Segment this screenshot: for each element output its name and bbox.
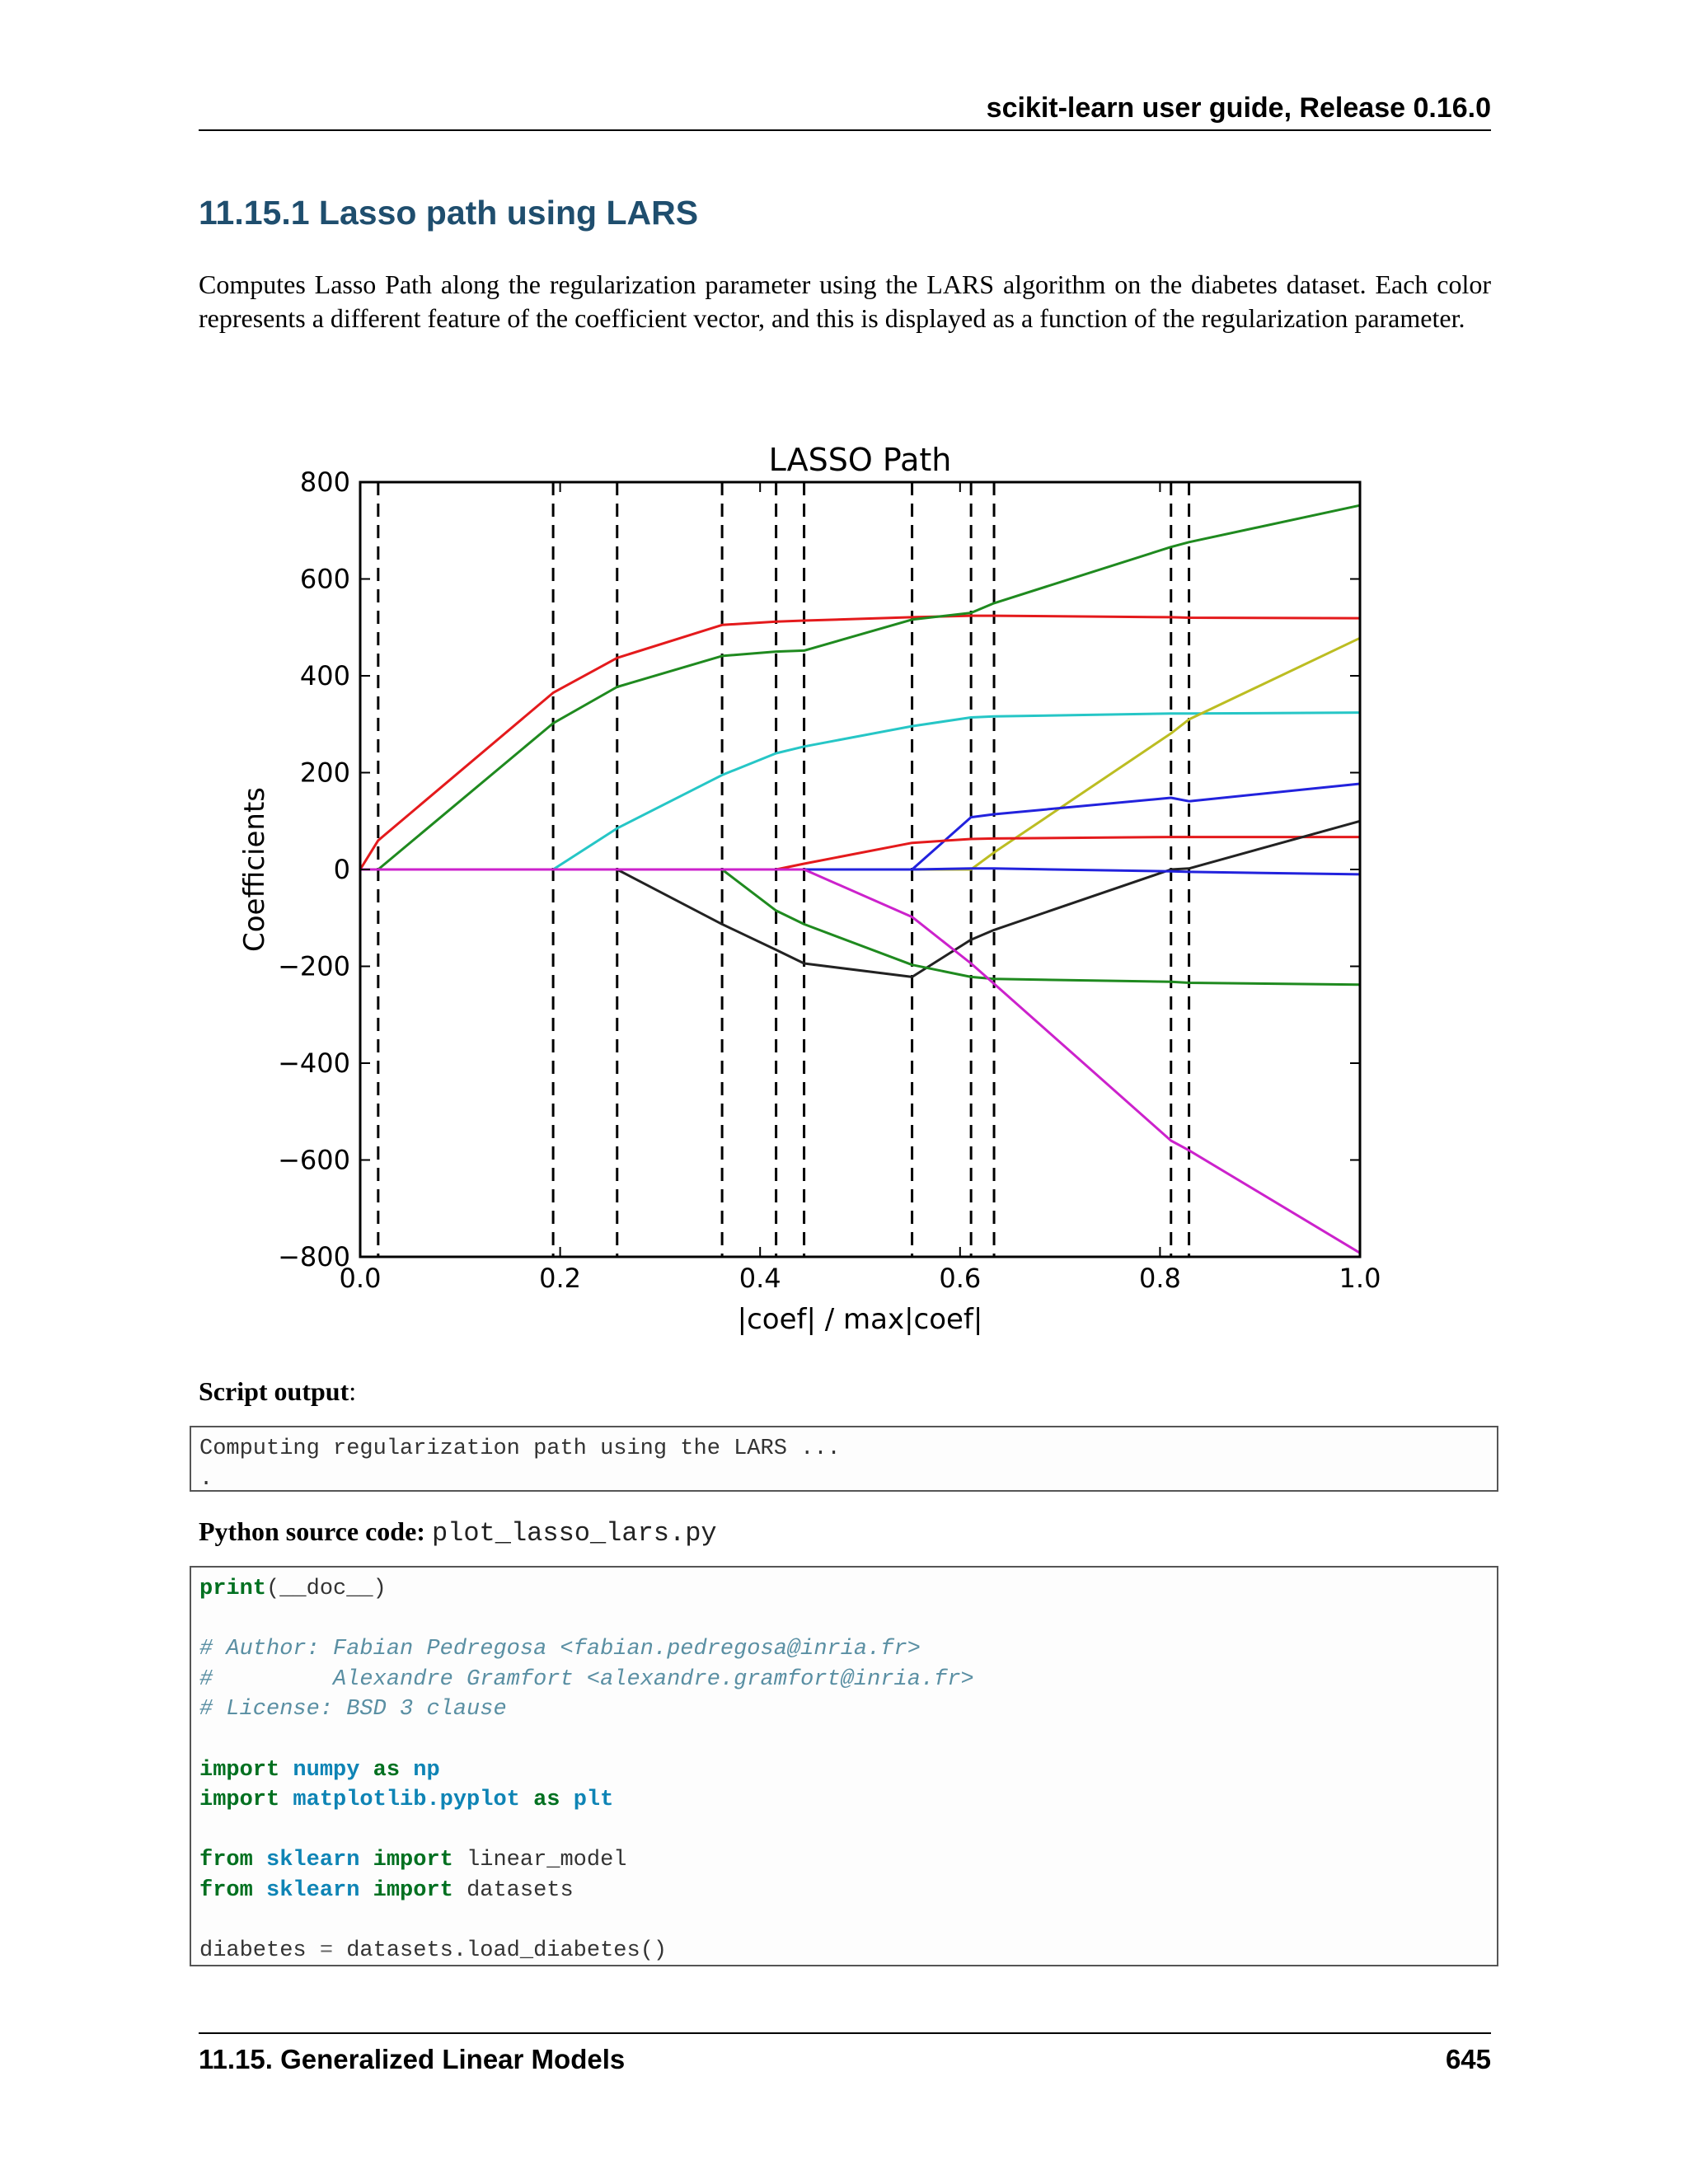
y-tick-label: −400: [278, 1047, 350, 1079]
code-token: numpy: [293, 1757, 360, 1783]
code-token: plt: [573, 1788, 614, 1813]
code-token: as: [533, 1788, 560, 1813]
code-token: import: [373, 1877, 453, 1903]
code-token: datasets: [467, 1877, 574, 1903]
coefficient-series-line: [360, 505, 1360, 869]
x-tick-label: 0.0: [339, 1263, 382, 1294]
footer-rule: [199, 2032, 1491, 2034]
y-tick-label: −600: [278, 1144, 350, 1176]
code-token: from: [199, 1877, 253, 1903]
script-output-label: Script output:: [199, 1376, 357, 1406]
x-tick-label: 0.4: [738, 1263, 781, 1294]
coefficient-series-line: [360, 713, 1360, 869]
code-token: from: [199, 1848, 253, 1873]
source-filename: plot_lasso_lars.py: [431, 1518, 717, 1549]
code-token: datasets.load_diabetes(): [346, 1938, 668, 1964]
y-tick-label: 200: [299, 757, 350, 789]
y-axis-label: Coefficients: [238, 787, 271, 952]
code-token: sklearn: [266, 1877, 360, 1903]
coefficient-series-line: [360, 869, 1360, 1253]
coefficient-series-line: [360, 837, 1360, 869]
chart-title: LASSO Path: [768, 442, 952, 478]
code-token: import: [373, 1848, 453, 1873]
y-tick-label: 400: [299, 660, 350, 691]
code-token: np: [413, 1757, 440, 1783]
output-line-1: Computing regularization path using the LARS ...: [199, 1436, 841, 1461]
y-tick-label: −800: [278, 1241, 350, 1272]
code-comment: # License: BSD 3 clause: [199, 1697, 507, 1722]
script-output-box: [190, 1426, 1498, 1492]
code-token: =: [319, 1938, 334, 1964]
code-comment: # Alexandre Gramfort <alexandre.gramfort@inria.fr>: [199, 1666, 974, 1692]
footer-section: 11.15. Generalized Linear Models: [199, 2044, 626, 2074]
y-tick-label: 0: [333, 854, 350, 885]
header-rule: [199, 129, 1491, 131]
y-tick-label: 600: [299, 563, 350, 595]
x-tick-label: 1.0: [1339, 1263, 1381, 1294]
coefficient-series-line: [360, 616, 1360, 869]
y-tick-label: 800: [299, 466, 350, 498]
x-tick-label: 0.8: [1138, 1263, 1181, 1294]
code-token: as: [373, 1757, 401, 1783]
coefficient-series-line: [360, 821, 1360, 977]
section-title: 11.15.1 Lasso path using LARS: [199, 194, 699, 232]
x-tick-label: 0.2: [539, 1263, 582, 1294]
code-token: print: [199, 1577, 267, 1601]
source-label: [199, 1516, 717, 1549]
x-tick-label: 0.6: [939, 1263, 982, 1294]
coefficient-series-line: [360, 869, 1360, 985]
coefficient-series-line: [360, 638, 1360, 869]
coefficient-series-line: [360, 784, 1360, 869]
source-label-text: Python source code:: [199, 1516, 425, 1546]
output-line-2: .: [199, 1466, 213, 1492]
page-number: 645: [1445, 2044, 1491, 2074]
intro-paragraph: Computes Lasso Path along the regularization parameter using the LARS algorithm on the diabetes dataset. Each color represents a different feature of the coefficient vector, and this is displayed as a function of the regularization parameter.: [199, 269, 1491, 333]
y-tick-label: −200: [278, 950, 350, 982]
code-token: import: [199, 1788, 280, 1813]
code-token: linear_model: [467, 1848, 627, 1873]
source-code-box: [190, 1566, 1498, 1966]
code-token: sklearn: [266, 1848, 360, 1873]
x-axis-label: |coef| / max|coef|: [737, 1303, 983, 1336]
code-token: (__doc__): [266, 1577, 387, 1601]
code-comment: # Author: Fabian Pedregosa <fabian.pedregosa@inria.fr>: [199, 1637, 921, 1662]
running-header: scikit-learn user guide, Release 0.16.0: [986, 92, 1491, 124]
code-token: diabetes: [199, 1938, 307, 1964]
lasso-path-chart: [231, 433, 1385, 1347]
source-code: [191, 1568, 1497, 1973]
code-token: import: [199, 1757, 280, 1783]
code-token: matplotlib.pyplot: [293, 1788, 520, 1813]
script-output-label-text: Script output: [199, 1376, 349, 1406]
